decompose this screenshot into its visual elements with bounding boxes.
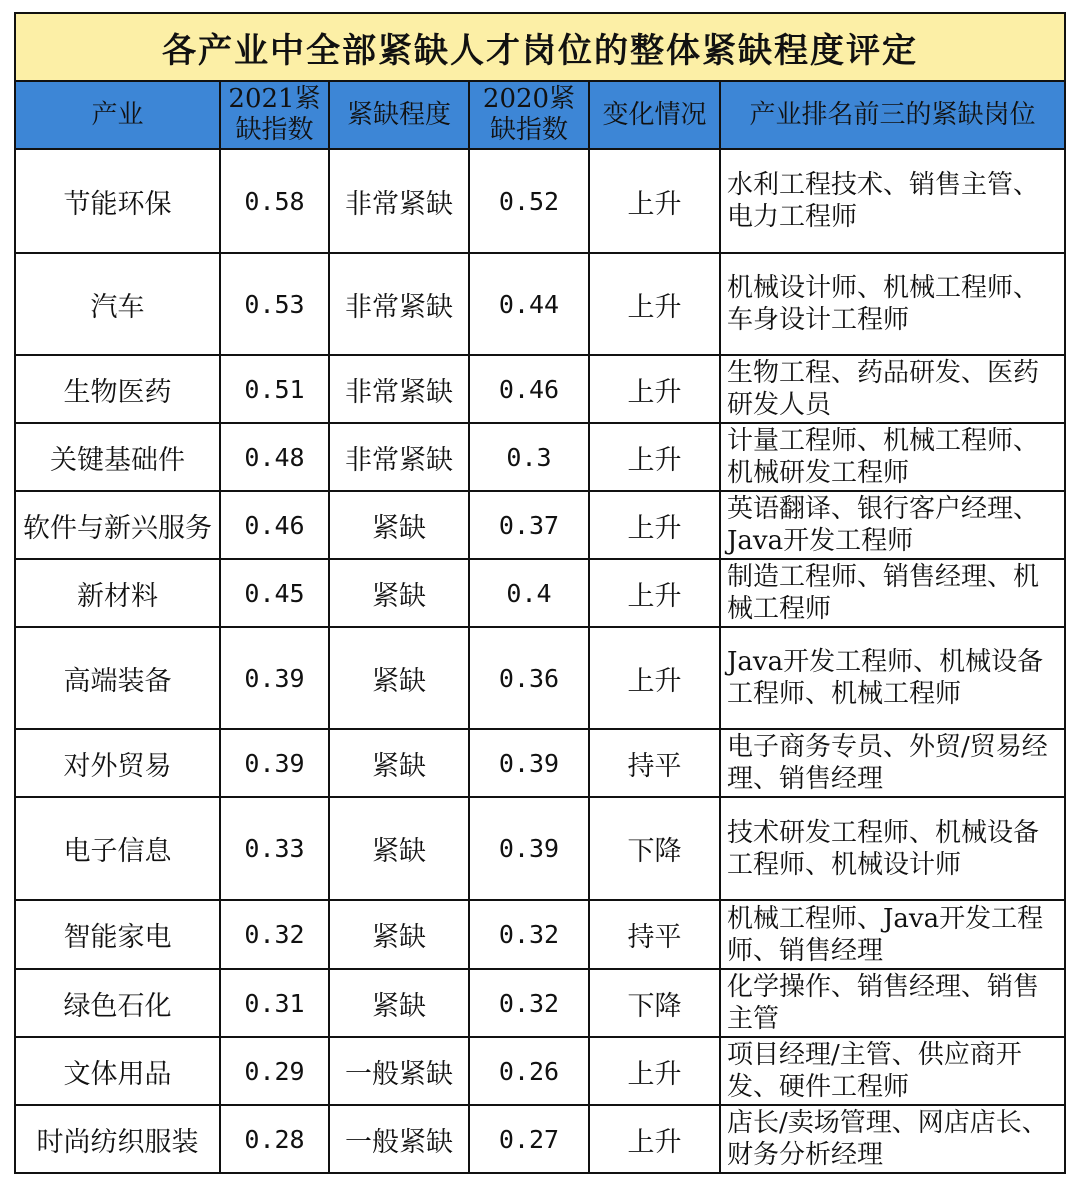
- cell-industry: 电子信息: [15, 797, 220, 900]
- table-row: [15, 627, 1065, 729]
- cell-level: 紧缺: [329, 491, 469, 559]
- cell-change: 持平: [589, 729, 720, 797]
- cell-top-jobs: 店长/卖场管理、网店店长、财务分析经理: [720, 1105, 1065, 1173]
- cell-level: 紧缺: [329, 900, 469, 969]
- cell-level: 紧缺: [329, 969, 469, 1037]
- cell-top-jobs: 化学操作、销售经理、销售主管: [720, 969, 1065, 1037]
- cell-industry: 智能家电: [15, 900, 220, 969]
- table-row: [15, 491, 1065, 559]
- cell-change: 上升: [589, 423, 720, 491]
- cell-industry: 汽车: [15, 253, 220, 355]
- cell-index-2020: 0.44: [469, 253, 589, 355]
- table-row: [15, 559, 1065, 627]
- table-row: [15, 149, 1065, 253]
- cell-top-jobs: 机械设计师、机械工程师、车身设计工程师: [720, 253, 1065, 355]
- cell-index-2020: 0.27: [469, 1105, 589, 1173]
- header-index-2021: 2021紧缺指数: [220, 81, 329, 149]
- cell-index-2020: 0.39: [469, 729, 589, 797]
- table-row: [15, 253, 1065, 355]
- cell-index-2021: 0.33: [220, 797, 329, 900]
- table-row: [15, 1037, 1065, 1105]
- cell-top-jobs: 项目经理/主管、供应商开发、硬件工程师: [720, 1037, 1065, 1105]
- cell-level: 一般紧缺: [329, 1105, 469, 1173]
- cell-level: 非常紧缺: [329, 355, 469, 423]
- header-level: 紧缺程度: [329, 81, 469, 149]
- cell-index-2021: 0.32: [220, 900, 329, 969]
- cell-index-2021: 0.45: [220, 559, 329, 627]
- cell-level: 非常紧缺: [329, 149, 469, 253]
- cell-index-2020: 0.46: [469, 355, 589, 423]
- cell-change: 上升: [589, 355, 720, 423]
- cell-change: 持平: [589, 900, 720, 969]
- cell-industry: 节能环保: [15, 149, 220, 253]
- cell-level: 紧缺: [329, 627, 469, 729]
- cell-industry: 生物医药: [15, 355, 220, 423]
- cell-change: 上升: [589, 627, 720, 729]
- cell-industry: 软件与新兴服务: [15, 491, 220, 559]
- cell-top-jobs: 计量工程师、机械工程师、机械研发工程师: [720, 423, 1065, 491]
- cell-top-jobs: 技术研发工程师、机械设备工程师、机械设计师: [720, 797, 1065, 900]
- table-row: [15, 969, 1065, 1037]
- cell-top-jobs: Java开发工程师、机械设备工程师、机械工程师: [720, 627, 1065, 729]
- table-row: [15, 900, 1065, 969]
- cell-industry: 文体用品: [15, 1037, 220, 1105]
- cell-index-2021: 0.39: [220, 627, 329, 729]
- cell-industry: 绿色石化: [15, 969, 220, 1037]
- cell-change: 上升: [589, 1037, 720, 1105]
- cell-level: 紧缺: [329, 559, 469, 627]
- cell-industry: 关键基础件: [15, 423, 220, 491]
- cell-top-jobs: 电子商务专员、外贸/贸易经理、销售经理: [720, 729, 1065, 797]
- cell-industry: 时尚纺织服装: [15, 1105, 220, 1173]
- header-industry: 产业: [15, 81, 220, 149]
- cell-index-2021: 0.31: [220, 969, 329, 1037]
- cell-change: 上升: [589, 253, 720, 355]
- cell-index-2020: 0.36: [469, 627, 589, 729]
- cell-industry: 对外贸易: [15, 729, 220, 797]
- table-body: [15, 149, 1065, 1173]
- cell-index-2020: 0.52: [469, 149, 589, 253]
- cell-index-2020: 0.39: [469, 797, 589, 900]
- table-row: [15, 355, 1065, 423]
- cell-change: 下降: [589, 969, 720, 1037]
- cell-index-2020: 0.37: [469, 491, 589, 559]
- cell-index-2021: 0.46: [220, 491, 329, 559]
- cell-change: 上升: [589, 1105, 720, 1173]
- shortage-table-container: [14, 12, 1064, 1174]
- cell-top-jobs: 英语翻译、银行客户经理、Java开发工程师: [720, 491, 1065, 559]
- header-index-2020: 2020紧缺指数: [469, 81, 589, 149]
- cell-level: 紧缺: [329, 797, 469, 900]
- cell-level: 一般紧缺: [329, 1037, 469, 1105]
- cell-change: 下降: [589, 797, 720, 900]
- cell-index-2021: 0.51: [220, 355, 329, 423]
- cell-index-2021: 0.58: [220, 149, 329, 253]
- table-row: [15, 797, 1065, 900]
- cell-top-jobs: 机械工程师、Java开发工程师、销售经理: [720, 900, 1065, 969]
- cell-index-2020: 0.32: [469, 969, 589, 1037]
- cell-index-2020: 0.3: [469, 423, 589, 491]
- shortage-table: [14, 12, 1066, 1174]
- cell-index-2021: 0.53: [220, 253, 329, 355]
- cell-index-2021: 0.39: [220, 729, 329, 797]
- cell-change: 上升: [589, 149, 720, 253]
- cell-level: 非常紧缺: [329, 253, 469, 355]
- cell-index-2020: 0.26: [469, 1037, 589, 1105]
- cell-level: 非常紧缺: [329, 423, 469, 491]
- table-row: [15, 1105, 1065, 1173]
- cell-change: 上升: [589, 491, 720, 559]
- cell-industry: 高端装备: [15, 627, 220, 729]
- cell-level: 紧缺: [329, 729, 469, 797]
- cell-index-2020: 0.32: [469, 900, 589, 969]
- cell-industry: 新材料: [15, 559, 220, 627]
- cell-top-jobs: 制造工程师、销售经理、机械工程师: [720, 559, 1065, 627]
- cell-top-jobs: 生物工程、药品研发、医药研发人员: [720, 355, 1065, 423]
- table-row: [15, 729, 1065, 797]
- cell-change: 上升: [589, 559, 720, 627]
- table-title: 各产业中全部紧缺人才岗位的整体紧缺程度评定: [15, 13, 1065, 81]
- cell-index-2021: 0.29: [220, 1037, 329, 1105]
- header-top-jobs: 产业排名前三的紧缺岗位: [720, 81, 1065, 149]
- cell-top-jobs: 水利工程技术、销售主管、电力工程师: [720, 149, 1065, 253]
- cell-index-2020: 0.4: [469, 559, 589, 627]
- cell-index-2021: 0.48: [220, 423, 329, 491]
- header-change: 变化情况: [589, 81, 720, 149]
- table-row: [15, 423, 1065, 491]
- cell-index-2021: 0.28: [220, 1105, 329, 1173]
